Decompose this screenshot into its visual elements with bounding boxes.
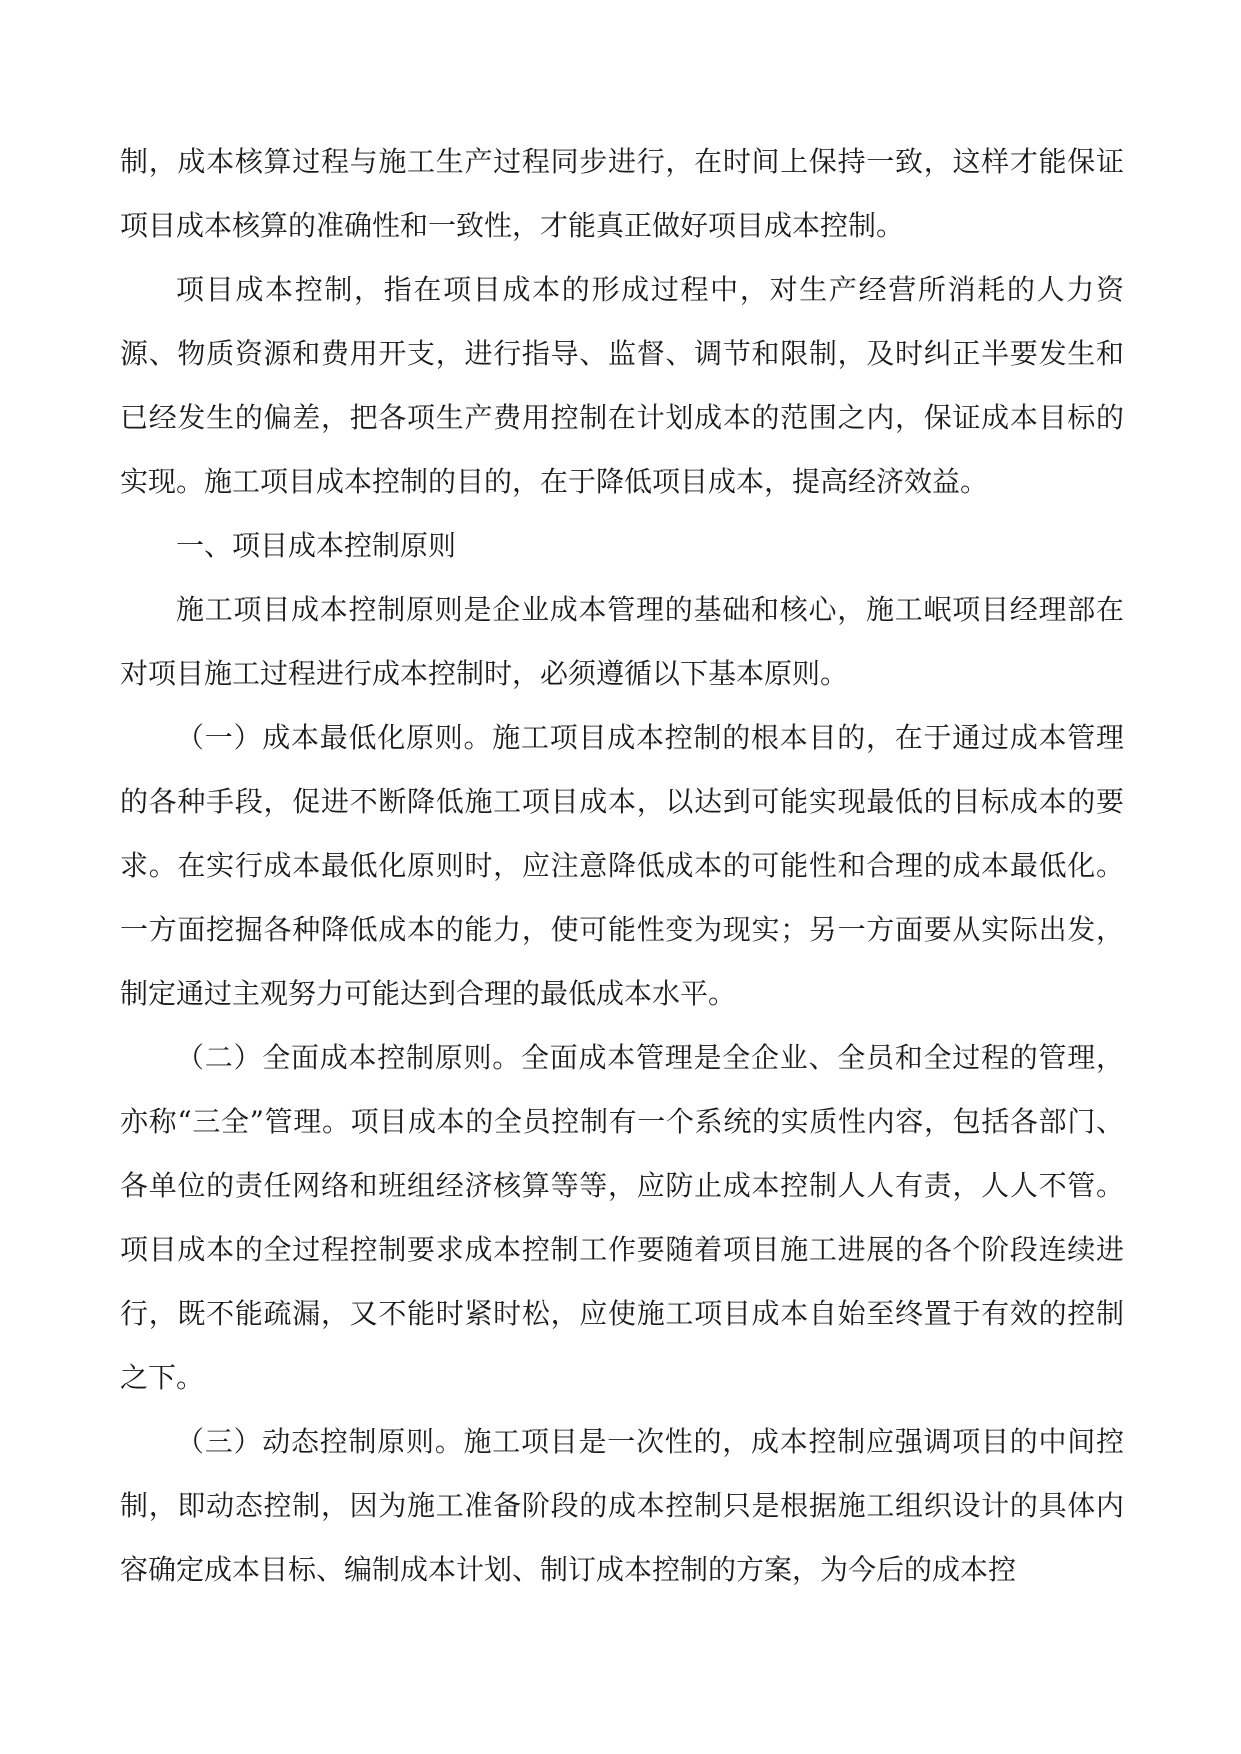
paragraph-principle-comprehensive: （二）全面成本控制原则。全面成本管理是全企业、全员和全过程的管理，亦称“三全”管理。项目成本的全员控制有一个系统的实质性内容，包括各部门、各单位的责任网络和班组经济核算等等，应防止成本控制人人有责，人人不管。项目成本的全过程控制要求成本控制工作要随着项目施工进展的各个阶段连续进行，既不能疏漏，又不能时紧时松，应使施工项目成本自始至终置于有效的控制之下。 bbox=[120, 1041, 1124, 1394]
paragraph-principle-dynamic: （三）动态控制原则。施工项目是一次性的，成本控制应强调项目的中间控制，即动态控制，因为施工准备阶段的成本控制只是根据施工组织设计的具体内容确定成本目标、编制成本计划、制订成本控制的方案，为今后的成本控 bbox=[120, 1425, 1124, 1586]
section-heading-principles: 一、项目成本控制原则 bbox=[176, 529, 457, 562]
paragraph-principles-intro: 施工项目成本控制原则是企业成本管理的基础和核心，施工岷项目经理部在对项目施工过程进行成本控制时，必须遵循以下基本原则。 bbox=[120, 593, 1124, 690]
paragraph-continuation: 制，成本核算过程与施工生产过程同步进行，在时间上保持一致，这样才能保证项目成本核算的准确性和一致性，才能真正做好项目成本控制。 bbox=[120, 145, 1124, 242]
document-body bbox=[120, 130, 1124, 1602]
paragraph-cost-control-definition: 项目成本控制，指在项目成本的形成过程中，对生产经营所消耗的人力资源、物质资源和费用开支，进行指导、监督、调节和限制，及时纠正半要发生和已经发生的偏差，把各项生产费用控制在计划成本的范围之内，保证成本目标的实现。施工项目成本控制的目的，在于降低项目成本，提高经济效益。 bbox=[120, 273, 1124, 498]
paragraph-principle-minimization: （一）成本最低化原则。施工项目成本控制的根本目的，在于通过成本管理的各种手段，促进不断降低施工项目成本，以达到可能实现最低的目标成本的要求。在实行成本最低化原则时，应注意降低成本的可能性和合理的成本最低化。一方面挖掘各种降低成本的能力，使可能性变为现实；另一方面要从实际出发，制定通过主观努力可能达到合理的最低成本水平。 bbox=[120, 721, 1124, 1010]
